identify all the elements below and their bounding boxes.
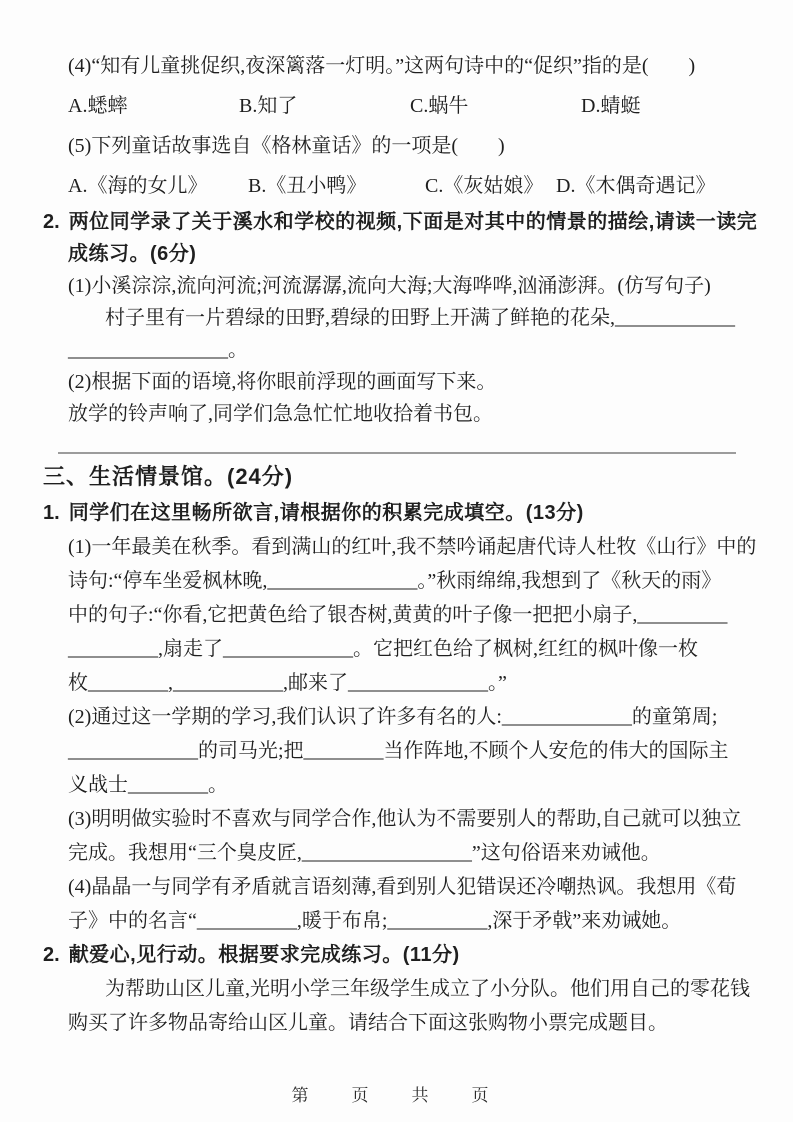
item-2-sub-1-answer-blank: ________________。	[68, 339, 248, 361]
section-3-item-2-prompt	[0, 938, 793, 972]
section-divider	[58, 452, 736, 454]
fill-blank-1-line: 中的句子:“你看,它把黄色给了银杏树,黄黄的叶子像一把把小扇子,_________	[68, 604, 728, 626]
section-3-heading: 三、生活情景馆。(24分)	[43, 464, 294, 489]
section-3-item-2-prompt-text: 献爱心,见行动。根据要求完成练习。(11分)	[68, 944, 460, 966]
fill-blank-2-line: _____________的司马光;把________当作阵地,不顾个人安危的伟大的国际主	[68, 740, 729, 762]
fill-blank-2-line: 义战士________。	[68, 774, 228, 796]
fill-blank-4-line: 子》中的名言“__________,暖于布帛;__________,深于矛戟”来劝诫她。	[68, 910, 682, 932]
question-5-option-b: B.《丑小鸭》	[248, 175, 367, 197]
item-2-prompt-continuation: 成练习。(6分)	[68, 243, 197, 265]
fill-blank-1-line: 枚________,___________,邮来了______________。”	[68, 672, 507, 694]
charity-paragraph-line: 购买了许多物品寄给山区儿童。请结合下面这张购物小票完成题目。	[68, 1012, 668, 1034]
section-3-item-1-prompt	[0, 496, 793, 530]
item-2-sub-1-imitation-line: 村子里有一片碧绿的田野,碧绿的田野上开满了鲜艳的花朵,____________	[105, 307, 735, 329]
question-4-option-d: D.蜻蜓	[581, 95, 641, 117]
question-5-option-d: D.《木偶奇遇记》	[556, 175, 716, 197]
item-2-prompt	[0, 206, 793, 238]
section-3-item-1-number: 1.	[43, 502, 60, 524]
item-2-sub-2-context-sentence: 放学的铃声响了,同学们急急忙忙地收拾着书包。	[68, 403, 493, 425]
item-2-number: 2.	[43, 211, 60, 233]
item-2-prompt-text: 两位同学录了关于溪水和学校的视频,下面是对其中的情景的描绘,请读一读完	[68, 211, 758, 233]
fill-blank-1-line: _________,扇走了_____________。它把红色给了枫树,红红的枫叶像一枚	[68, 638, 698, 660]
question-4-option-a: A.蟋蟀	[68, 95, 128, 117]
question-4-option-c: C.蜗牛	[410, 95, 469, 117]
question-5-options	[0, 166, 793, 206]
section-3-item-2-number: 2.	[43, 944, 60, 966]
question-5-prompt: (5)下列童话故事选自《格林童话》的一项是( )	[68, 135, 505, 157]
fill-blank-3-line: (3)明明做实验时不喜欢与同学合作,他认为不需要别人的帮助,自己就可以独立	[68, 808, 742, 830]
item-2-sub-1-sentence: (1)小溪淙淙,流向河流;河流潺潺,流向大海;大海哗哗,汹涌澎湃。(仿写句子)	[68, 275, 711, 297]
question-4-option-b: B.知了	[239, 95, 298, 117]
fill-blank-1-line: 诗句:“停车坐爱枫林晚,_______________。”秋雨绵绵,我想到了《秋天的雨》	[68, 570, 722, 592]
fill-blank-2-line: (2)通过这一学期的学习,我们认识了许多有名的人:_____________的童第周;	[68, 706, 718, 728]
question-4-prompt: (4)“知有儿童挑促织,夜深篱落一灯明。”这两句诗中的“促织”指的是( )	[68, 55, 696, 77]
fill-blank-1-line: (1)一年最美在秋季。看到满山的红叶,我不禁吟诵起唐代诗人杜牧《山行》中的	[68, 536, 757, 558]
question-5-option-c: C.《灰姑娘》	[425, 175, 544, 197]
fill-blank-3-line: 完成。我想用“三个臭皮匠,_________________”这句俗语来劝诫他。	[68, 842, 661, 864]
page-footer: 第 页 共 页	[291, 1086, 502, 1105]
question-4-options	[0, 86, 793, 126]
question-5-option-a: A.《海的女儿》	[68, 175, 208, 197]
fill-blank-4-line: (4)晶晶一与同学有矛盾就言语刻薄,看到别人犯错误还冷嘲热讽。我想用《荀	[68, 876, 737, 898]
section-3-item-1-prompt-text: 同学们在这里畅所欲言,请根据你的积累完成填空。(13分)	[68, 502, 584, 524]
charity-paragraph-line: 为帮助山区儿童,光明小学三年级学生成立了小分队。他们用自己的零花钱	[105, 978, 750, 1000]
item-2-sub-2-instruction: (2)根据下面的语境,将你眼前浮现的画面写下来。	[68, 371, 497, 393]
